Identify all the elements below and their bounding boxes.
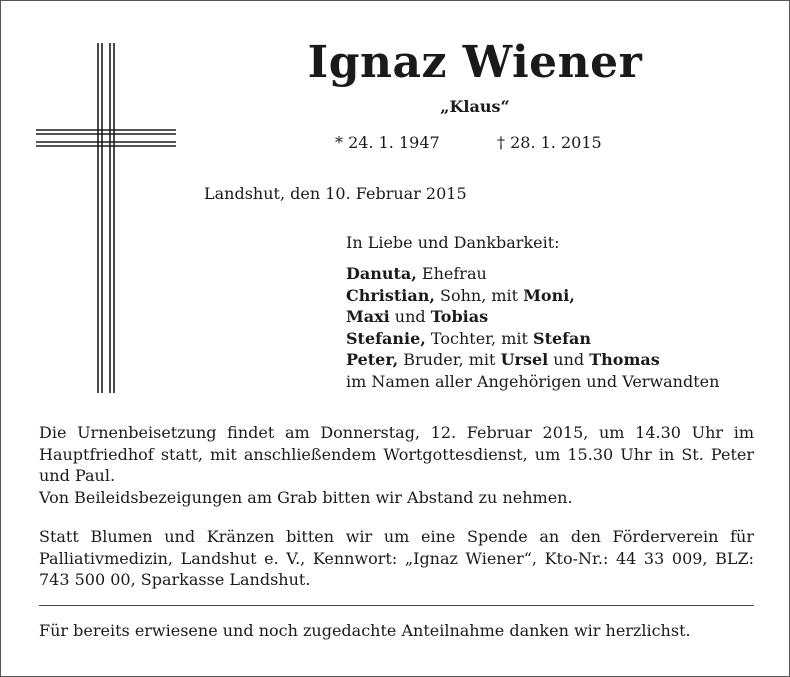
mourner-name: Tobias [430, 307, 489, 326]
mourner-name: Ursel [500, 350, 549, 369]
divider [39, 605, 754, 606]
mourner-relation: und [548, 350, 590, 369]
mourner-name: Thomas [589, 350, 660, 369]
mourner-relation: Bruder, mit [398, 350, 501, 369]
funeral-paragraph: Die Urnenbeisetzung findet am Donnerstag, 12. Februar 2015, um 14.30 Uhr im Hauptfriedhof statt, mit anschließendem Wortgottesdienst, um 15.30 Uhr in St. Peter und Paul. [39, 423, 754, 485]
closing-line: Für bereits erwiesene und noch zugedachte Anteilnahme danken wir herzlichst. [39, 621, 691, 640]
condolences-paragraph: Von Beileidsbezeigungen am Grab bitten wir Abstand zu nehmen. [39, 488, 573, 507]
mourner-line [346, 263, 719, 285]
mourner-relation: und [389, 307, 431, 326]
mourner-name: Danuta, [346, 264, 417, 283]
birth-date: * 24. 1. 1947 [335, 133, 440, 152]
mourners-list [346, 263, 719, 392]
mourner-line [346, 349, 719, 371]
thanks-line: In Liebe und Dankbarkeit: [346, 233, 560, 252]
mourner-name: Stefanie, [346, 328, 426, 348]
deceased-name-block [1, 37, 789, 89]
mourner-name: Peter, [346, 350, 399, 369]
mourner-line [346, 328, 719, 350]
mourner-name: Stefan [533, 328, 592, 348]
place-date: Landshut, den 10. Februar 2015 [204, 184, 467, 203]
deceased-name: Ignaz Wiener [307, 37, 643, 88]
donation-paragraph: Statt Blumen und Kränzen bitten wir um eine Spende an den Förderverein für Palliativmedizin, Landshut e. V., Kennwort: „Ignaz Wiener“, Kto-Nr.: 44 33 009, BLZ: 743 500 00, Sparkasse Landshut. [39, 527, 754, 589]
nickname: „Klaus“ [440, 97, 510, 116]
mourner-line [346, 306, 719, 328]
mourner-line [346, 371, 719, 393]
mourner-relation: Sohn, mit [434, 285, 524, 305]
mourner-name: Moni, [523, 285, 575, 305]
mourner-relation: Tochter, mit [425, 328, 534, 348]
mourner-relation: im Namen aller Angehörigen und Verwandten [346, 371, 720, 391]
mourner-name: Maxi [346, 307, 390, 326]
mourner-relation: Ehefrau [416, 264, 487, 283]
death-date: † 28. 1. 2015 [497, 133, 602, 152]
mourner-line [346, 285, 719, 307]
cross-icon [36, 43, 176, 393]
mourner-name: Christian, [346, 285, 435, 305]
